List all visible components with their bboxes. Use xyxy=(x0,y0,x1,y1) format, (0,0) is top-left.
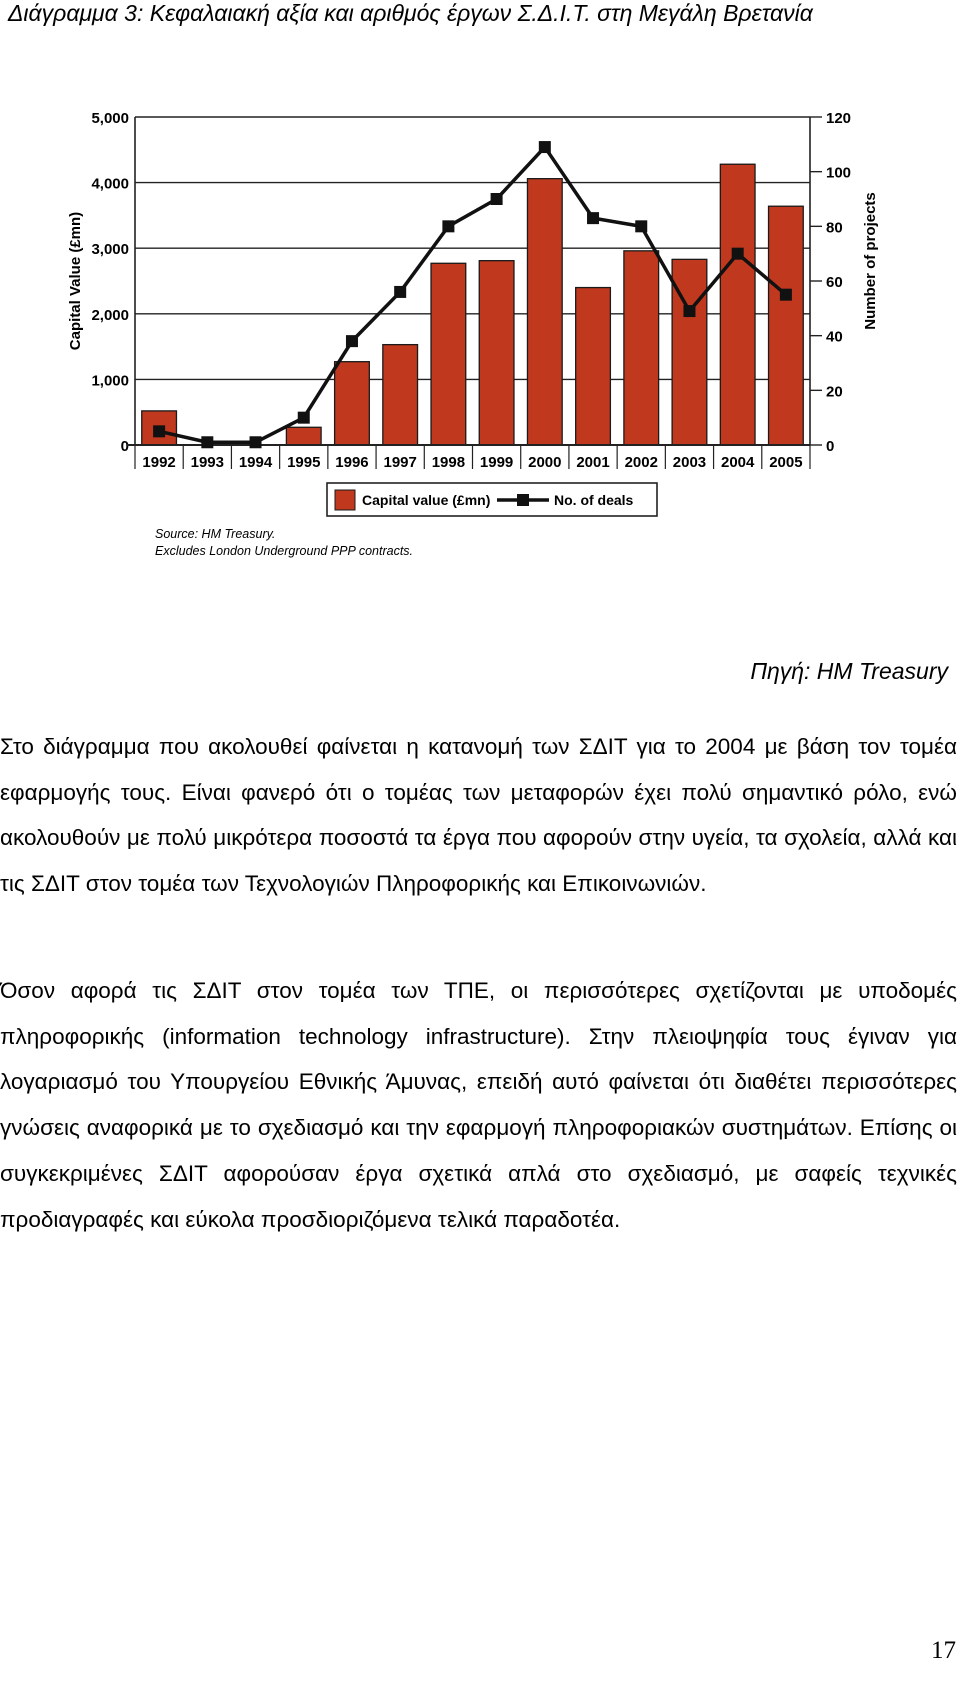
deals-marker xyxy=(732,248,744,260)
legend-label-line: No. of deals xyxy=(554,492,634,508)
source-line: Πηγή: HM Treasury xyxy=(750,658,948,684)
paragraph-2: Όσον αφορά τις ΣΔΙΤ στον τομέα των ΤΠΕ, οι περισσότερες σχετίζονται με υποδομές πληροφορικής (information technology infrastructure). Στην πλειοψηφία τους έγιναν για λογαριασμό του Υπουργείου Εθνικής Άμυνας, επειδή αυτό φαίνεται ότι διαθέτει περισσότερες γνώσεις αναφορικά με το σχεδιασμό και την εφαρμογή πληροφοριακών συστημάτων. Επίσης οι συγκεκριμένες ΣΔΙΤ αφορούσαν έργα σχετικά απλά στο σχεδιασμό, με σαφείς τεχνικές προδιαγραφές και εύκολα προσδιοριζόμενα τελικά παραδοτέα. xyxy=(0,978,957,1232)
legend-swatch-marker xyxy=(517,494,529,506)
y-right-tick-label: 40 xyxy=(826,328,843,346)
capital-value-bar xyxy=(624,251,659,445)
y-tick-label: 2,000 xyxy=(91,306,129,324)
capital-value-bar xyxy=(720,164,755,445)
y-axis-title-left: Capital Value (£mn) xyxy=(67,211,84,351)
y-tick-label: 0 xyxy=(120,438,129,455)
x-tick-label: 1994 xyxy=(238,454,273,471)
x-tick-label: 1996 xyxy=(335,454,369,471)
x-tick-label: 2001 xyxy=(576,454,610,471)
x-tick-label: 2005 xyxy=(769,454,803,471)
chart-container xyxy=(60,100,960,620)
x-tick-label: 2003 xyxy=(672,454,707,471)
y-right-tick-label: 80 xyxy=(826,219,843,237)
capital-value-bar xyxy=(479,261,514,445)
capital-value-bar xyxy=(286,427,321,445)
figure-caption: Διάγραμμα 3: Κεφαλαιακή αξία και αριθμός έργων Σ.Δ.Ι.Τ. στη Μεγάλη Βρετανία xyxy=(8,0,813,26)
x-tick-label: 1998 xyxy=(431,454,466,471)
combo-chart xyxy=(60,100,960,620)
deals-marker xyxy=(683,305,695,317)
y-tick-label: 3,000 xyxy=(91,241,129,259)
x-tick-label: 1992 xyxy=(142,454,176,471)
deals-marker xyxy=(780,289,792,301)
y-tick-label: 4,000 xyxy=(91,175,129,193)
y-tick-label: 1,000 xyxy=(91,372,129,390)
x-tick-label: 2000 xyxy=(528,454,562,471)
legend-label-bar: Capital value (£mn) xyxy=(362,492,491,508)
capital-value-bar xyxy=(431,263,466,445)
deals-marker xyxy=(539,141,551,153)
y-axis-title-right: Number of projects xyxy=(862,192,879,330)
deals-marker xyxy=(201,436,213,448)
capital-value-bar xyxy=(527,179,562,445)
deals-marker xyxy=(153,425,165,437)
deals-marker xyxy=(394,286,406,298)
deals-marker xyxy=(491,193,503,205)
capital-value-bar xyxy=(769,206,804,445)
x-tick-label: 1997 xyxy=(383,454,417,471)
y-tick-label: 5,000 xyxy=(91,110,129,127)
chart-note: Excludes London Underground PPP contracts. xyxy=(155,544,414,558)
y-right-tick-label: 0 xyxy=(826,438,835,455)
capital-value-bar xyxy=(383,345,418,445)
x-tick-label: 1999 xyxy=(479,454,514,471)
paragraph-1: Στο διάγραμμα που ακολουθεί φαίνεται η κατανομή των ΣΔΙΤ για το 2004 με βάση τον τομέα εφαρμογής τους. Είναι φανερό ότι ο τομέας των μεταφορών έχει πολύ σημαντικό ρόλο, ενώ ακολουθούν με πολύ μικρότερα ποσοστά τα έργα που αφορούν στην υγεία, τα σχολεία, αλλά και τις ΣΔΙΤ στον τομέα των Τεχνολογιών Πληροφορικής και Επικοινωνιών. xyxy=(0,734,957,897)
deals-marker xyxy=(250,436,262,448)
deals-marker xyxy=(298,412,310,424)
deals-marker xyxy=(635,220,647,232)
page-number: 17 xyxy=(931,1637,956,1664)
capital-value-bar xyxy=(335,362,370,445)
y-right-tick-label: 20 xyxy=(826,383,843,401)
y-right-tick-label: 100 xyxy=(826,164,852,182)
capital-value-bar xyxy=(576,288,611,445)
chart-note: Source: HM Treasury. xyxy=(155,527,276,541)
y-right-tick-label: 60 xyxy=(826,274,843,291)
x-tick-label: 2004 xyxy=(720,454,755,471)
x-tick-label: 1993 xyxy=(190,454,225,471)
y-right-tick-label: 120 xyxy=(826,110,852,127)
deals-marker xyxy=(442,220,454,232)
deals-marker xyxy=(346,335,358,347)
x-tick-label: 1995 xyxy=(287,454,321,471)
legend-swatch-bar xyxy=(335,490,355,510)
deals-marker xyxy=(587,212,599,224)
x-tick-label: 2002 xyxy=(624,454,658,471)
